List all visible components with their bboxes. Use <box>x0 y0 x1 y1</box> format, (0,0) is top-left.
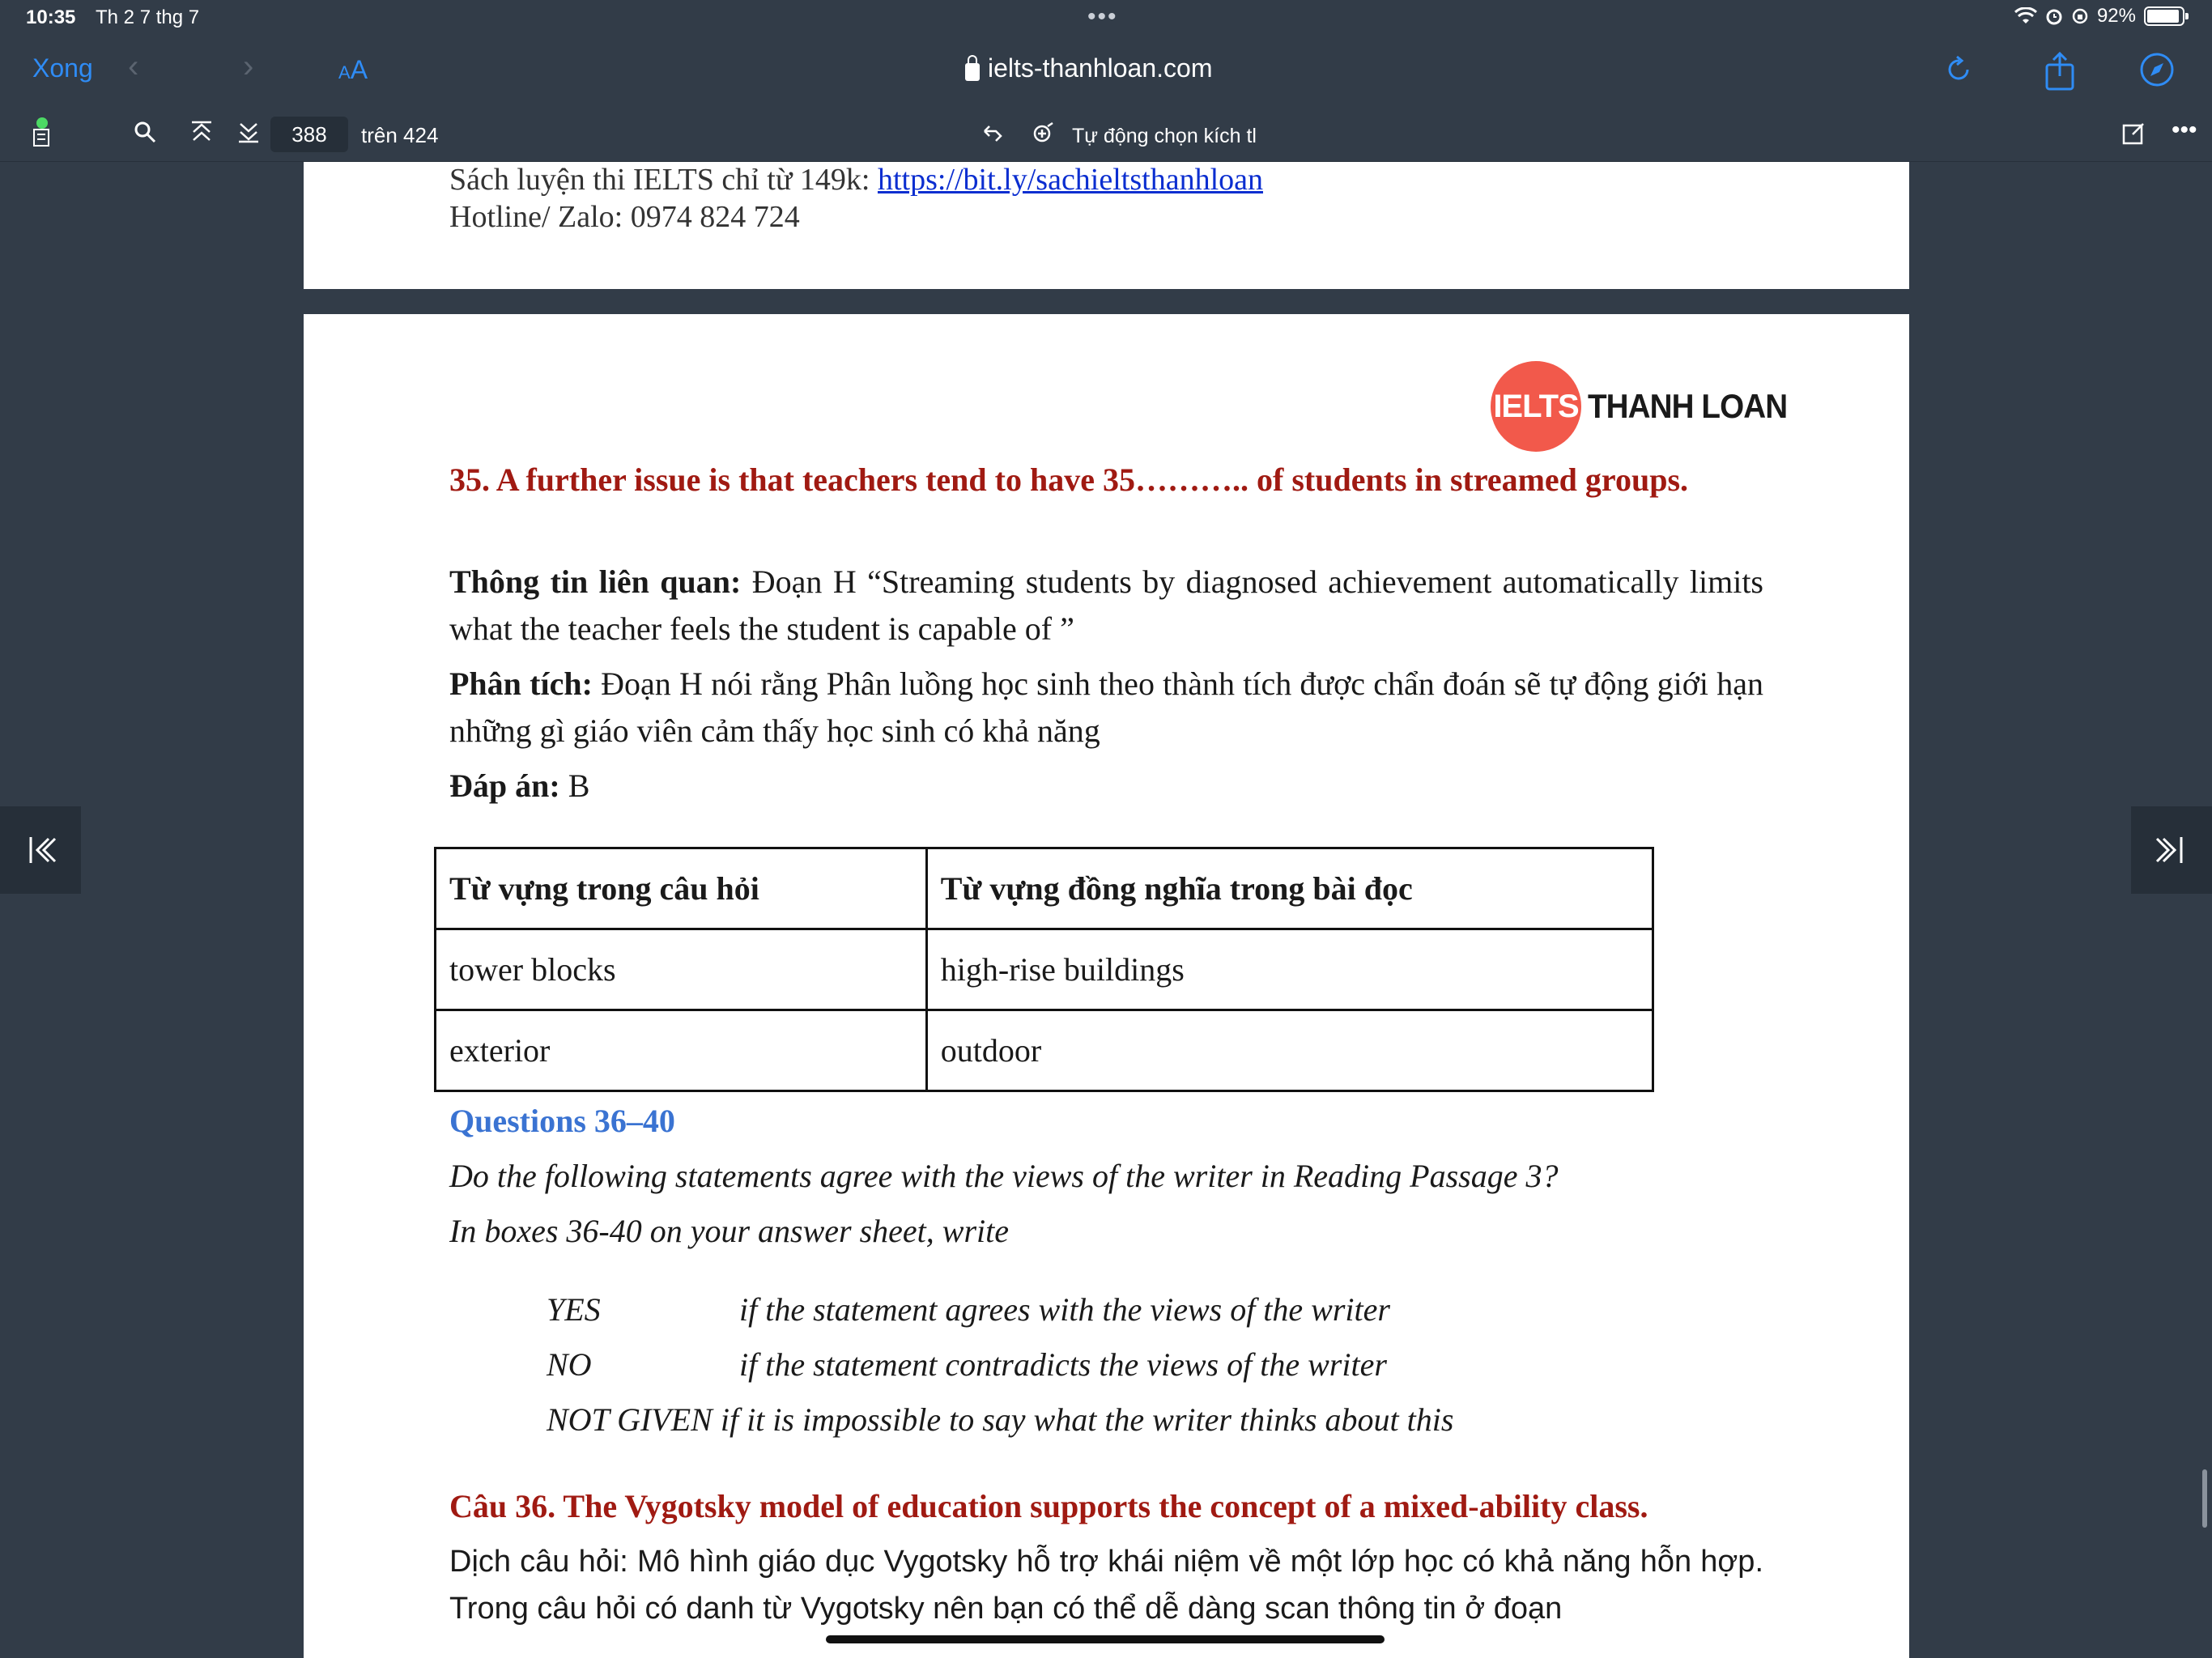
chevron-right-icon[interactable]: › <box>243 49 254 84</box>
legend-key: YES <box>547 1291 601 1328</box>
text-size-small: A <box>338 62 351 83</box>
questions-instruction-2: In boxes 36-40 on your answer sheet, write <box>449 1213 1010 1249</box>
zoom-icon[interactable] <box>1032 121 1056 146</box>
legend-key: NOT GIVEN <box>547 1401 713 1438</box>
book-promo-line <box>449 162 1263 198</box>
scrollbar[interactable] <box>2202 1469 2207 1528</box>
alarm-icon <box>2045 7 2063 25</box>
table-header-cell: Từ vựng trong câu hỏi <box>436 848 927 929</box>
text-size-button[interactable] <box>338 55 368 85</box>
q35-info <box>449 559 1763 653</box>
battery-icon <box>2144 6 2184 26</box>
table-cell: exterior <box>436 1010 927 1091</box>
rotate-icon[interactable] <box>981 123 1006 147</box>
table-cell: outdoor <box>926 1010 1653 1091</box>
battery-percent: 92% <box>2096 5 2136 27</box>
done-button[interactable]: Xong <box>32 53 93 83</box>
q35-answer <box>449 763 1763 810</box>
multitask-dots[interactable]: ••• <box>1087 3 1118 30</box>
chevron-left-icon[interactable]: ‹ <box>128 49 139 84</box>
legend-value: if the statement contradicts the views of the writer <box>739 1346 1387 1383</box>
browser-nav-bar <box>0 39 2212 107</box>
status-bar <box>0 0 2212 39</box>
table-row <box>436 1010 1653 1091</box>
page-down-icon[interactable] <box>236 120 261 144</box>
ielts-thanhloan-logo <box>1491 361 1805 452</box>
share-icon[interactable] <box>2044 50 2076 92</box>
question-35: 35. A further issue is that teachers tend to have 35……….. of students in streamed groups. <box>449 461 1689 498</box>
q35-analysis-label: Phân tích: <box>449 665 593 702</box>
q35-analysis-text: Đoạn H nói rằng Phân luồng học sinh theo thành tích được chẩn đoán sẽ tự động giới hạn những gì giáo viên cảm thấy học sinh có khả năng <box>449 665 1763 749</box>
page-count: trên 424 <box>361 123 439 147</box>
edit-icon[interactable] <box>2121 121 2146 146</box>
pdf-toolbar <box>0 107 2212 162</box>
compass-icon[interactable] <box>2138 50 2176 89</box>
book-promo-text: Sách luyện thi IELTS chỉ từ 149k: <box>449 163 878 197</box>
table-header-row <box>436 848 1653 929</box>
legend-value: if the statement agrees with the views of the writer <box>739 1291 1390 1328</box>
table-header-cell: Từ vựng đồng nghĩa trong bài đọc <box>926 848 1653 929</box>
q36-translation: Dịch câu hỏi: Mô hình giáo dục Vygotsky hỗ trợ khái niệm về một lớp học có khả năng hỗn hợp. Trong câu hỏi có danh từ Vygotsky nên bạn có thể dễ dàng scan thông tin ở đoạn <box>449 1545 1763 1626</box>
logo-text: THANH LOAN <box>1588 387 1788 425</box>
q35-analysis <box>449 661 1763 755</box>
zoom-mode-select[interactable]: Tự động chọn kích tl <box>1072 125 1257 147</box>
q35-info-label: Thông tin liên quan: <box>449 563 742 600</box>
url-text: ielts-thanhloan.com <box>988 53 1213 83</box>
pdf-page-current <box>304 314 1909 1658</box>
question-36: Câu 36. The Vygotsky model of education supports the concept of a mixed-ability class. <box>449 1488 1648 1524</box>
last-page-icon[interactable] <box>2131 806 2212 894</box>
q35-info-text: Đoạn H “Streaming students by diagnosed achievement automatically limits what the teacher feels the student is capable of ” <box>449 563 1763 647</box>
text-size-large: A <box>350 55 368 84</box>
table-cell: tower blocks <box>436 929 927 1010</box>
book-promo-link[interactable]: https://bit.ly/sachieltsthanhloan <box>877 163 1263 197</box>
status-time: 10:35 <box>26 6 76 28</box>
logo-circle: IELTS <box>1491 361 1581 452</box>
address-bar[interactable] <box>965 53 1212 83</box>
vocab-table <box>434 847 1654 1092</box>
table-cell: high-rise buildings <box>926 929 1653 1010</box>
reader-icon[interactable] <box>31 117 55 149</box>
search-icon[interactable] <box>133 120 157 144</box>
more-icon[interactable]: ••• <box>2172 117 2197 143</box>
q35-answer-text: B <box>559 767 590 804</box>
questions-heading: Questions 36–40 <box>449 1103 675 1139</box>
q35-answer-label: Đáp án: <box>449 767 560 804</box>
status-right <box>2014 5 2184 28</box>
first-page-icon[interactable] <box>0 806 81 894</box>
table-row <box>436 929 1653 1010</box>
orientation-lock-icon <box>2071 7 2089 25</box>
legend-value: if it is impossible to say what the writer thinks about this <box>720 1401 1454 1438</box>
home-indicator[interactable] <box>826 1635 1385 1643</box>
refresh-icon[interactable] <box>1943 50 1976 89</box>
legend-key: NO <box>547 1346 592 1383</box>
legend-not-given <box>547 1401 1453 1439</box>
lock-icon <box>965 63 980 81</box>
hotline-line: Hotline/ Zalo: 0974 824 724 <box>449 200 800 234</box>
questions-instruction-1: Do the following statements agree with the views of the writer in Reading Passage 3? <box>449 1158 1559 1194</box>
page-up-icon[interactable] <box>189 120 214 144</box>
wifi-icon <box>2014 7 2037 25</box>
status-date: Th 2 7 thg 7 <box>96 6 200 28</box>
page-number-input[interactable]: 388 <box>270 117 348 152</box>
pdf-page-previous <box>304 162 1909 289</box>
